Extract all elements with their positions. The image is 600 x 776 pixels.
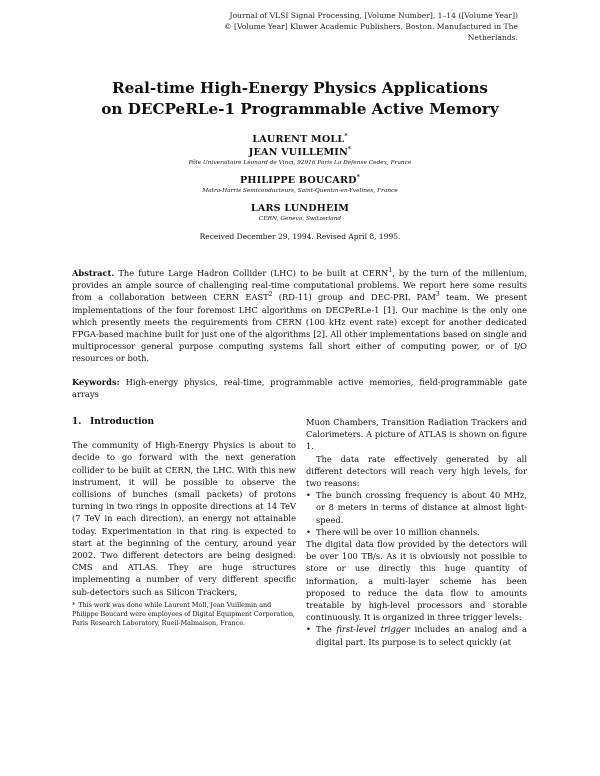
author-vuillemin: JEAN VUILLEMIN* (248, 145, 352, 158)
intro-paragraph-1: The community of High-Energy Physics is about to decide to go forward with the next generation collider to be built at CERN, the LHC. With this new instrument, it will be possible to observe the collisions of bunches (small packets) of protons turning in two rings in opposite directions at 14 TeV (7 TeV in each direction), an energy not attainable today. Experimentation in that ring is expected to start at the beginning of the century, around year 2002. Two different detectors are being designed: CMS and ATLAS. They are huge structures implementing a number of very different specific sub-detectors such as Silicon Trackers, (72, 440, 296, 597)
intro-paragraph-2: Muon Chambers, Transition Radiation Trackers and Calorimeters. A picture of ATLAS is shown on figure 1. (306, 417, 527, 452)
affiliation-leonard-de-vinci: Pôle Universitaire Léonard de Vinci, 92916 Paris La Défense Cedex, France (188, 160, 412, 166)
left-column (72, 416, 296, 598)
footnote: * This work was done while Laurent Moll, Jean Vuillemin and Philippe Boucard were employees of Digital Equipment Corporation, Paris Research Laboratory, Rueil-Malmaison, France. (72, 601, 295, 628)
affiliation-cern: CERN, Geneva, Switzerland (258, 216, 342, 222)
list-item: • The bunch crossing frequency is about 40 MHz, or 8 meters in terms of distance at almost light-speed. (306, 489, 527, 526)
intro-paragraph-4: The digital data flow provided by the detectors will be over 100 TB/s. As it is obviously not possible to store or use directly this huge quantity of information, a multi-layer scheme has been proposed to reduce the data flow to amounts treatable by high-level processors and storable continuously. It is organized in three trigger levels: (306, 539, 527, 623)
list-item: • There will be over 10 million channels. (306, 526, 527, 538)
paper-title (60, 78, 540, 120)
author-lundheim: LARS LUNDHEIM (250, 203, 350, 214)
list-item: • The first-level trigger includes an analog and a digital part. Its purpose is to select quickly (at (306, 623, 527, 647)
intro-paragraph-3: The data rate effectively generated by all different detectors will reach very high levels, for two reasons: (306, 453, 527, 489)
author-block (60, 133, 540, 242)
journal-line-2: © [Volume Year] Kluwer Academic Publishers, Boston. Manufactured in The Netherlands. (223, 22, 518, 42)
right-column (306, 416, 527, 648)
journal-line-1: Journal of VLSI Signal Processing, [Volume Number], 1–14 ([Volume Year]) (229, 11, 518, 20)
keywords-label: Keywords: (72, 377, 120, 387)
keywords-text: High-energy physics, real-time, programmable active memories, field-programmable gate arrays (72, 377, 527, 400)
title-line-1: Real-time High-Energy Physics Applications (112, 79, 488, 97)
received-dates: Received December 29, 1994. Revised April 8, 1995. (199, 232, 401, 241)
affiliation-matra-harris: Matra-Harris Semiconducteurs, Saint-Quentin-en-Yvelines, France (202, 188, 398, 194)
abstract-label: Abstract. (72, 268, 115, 278)
title-line-2: on DECPeRLe-1 Programmable Active Memory (101, 100, 499, 118)
abstract: Abstract. The future Large Hadron Collider (LHC) to be built at CERN$^1$, by the turn of the millenium, provides an ample source of challenging real-time computational problems. We report here some results from a collaboration between CERN EAST$^2$ (RD-11) group and DEC-PRL PAM$^3$ team. We present implementations of the four foremost LHC algorithms on DECPeRLe-1 [1]. Our machine is the only one which presently meets the requirements from CERN (100 kHz event rate) except for another dedicated FPGA-based machine built for just one of the algorithms [2]. All other implementations based on single and multiprocessor general purpose computing systems fall short either of computing power, or of I/O resources or both. (72, 267, 527, 364)
trigger-list (306, 623, 527, 647)
author-boucard: PHILIPPE BOUCARD* (239, 173, 360, 186)
keywords (72, 376, 527, 400)
reasons-list (306, 489, 527, 538)
journal-header (178, 10, 518, 43)
section-heading: 1. Introduction (72, 417, 155, 427)
author-moll: LAURENT MOLL* (252, 132, 348, 145)
